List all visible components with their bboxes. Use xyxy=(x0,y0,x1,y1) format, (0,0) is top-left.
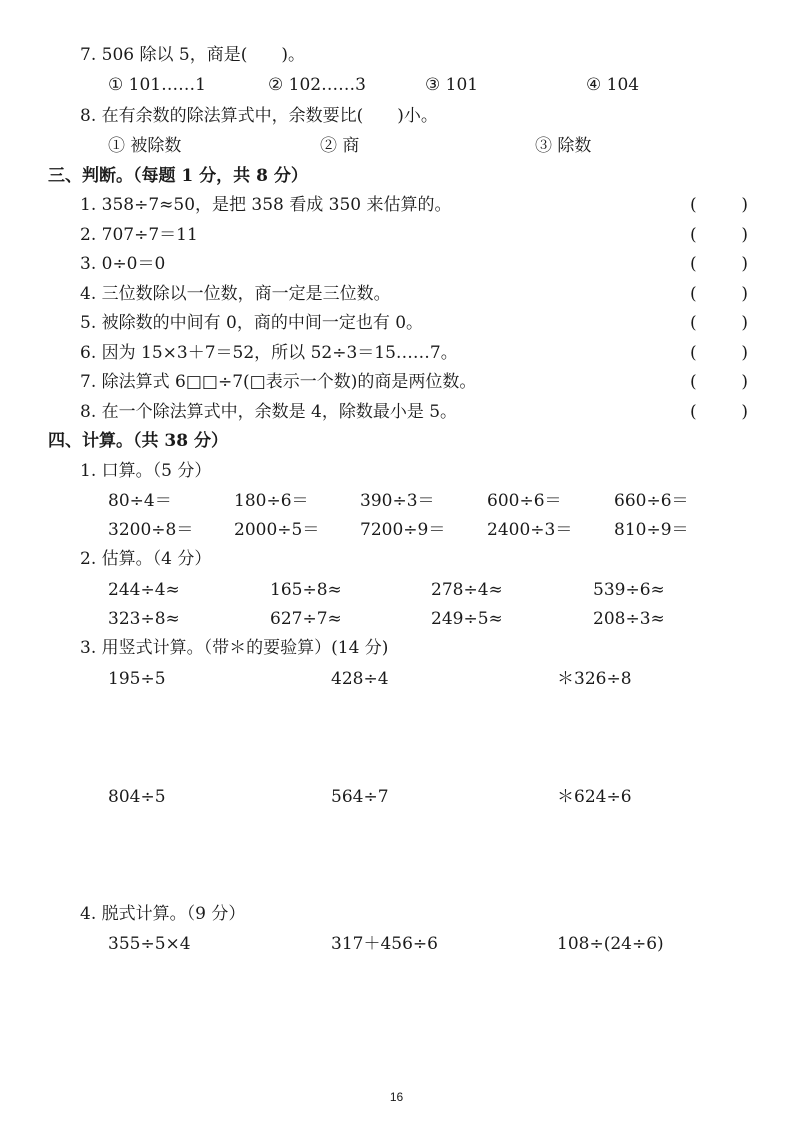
judge-item: 8. 在一个除法算式中，余数是 4，除数最小是 5。 xyxy=(80,402,458,422)
estimate-problem: 208÷3≈ xyxy=(593,609,665,629)
estimate-problem: 278÷4≈ xyxy=(431,580,503,600)
oral-problem: 390÷3＝ xyxy=(360,491,435,511)
vertical-problem: 564÷7 xyxy=(331,787,389,807)
judge-item: 1. 358÷7≈50，是把 358 看成 350 来估算的。 xyxy=(80,195,452,215)
mc-option: ① 被除数 xyxy=(108,136,182,156)
oral-problem: 3200÷8＝ xyxy=(108,520,194,540)
mc-option: ① 101……1 xyxy=(108,75,206,95)
estimate-problem: 244÷4≈ xyxy=(108,580,180,600)
mc-option: ③ 101 xyxy=(425,75,479,95)
vertical-problem: ＊624÷6 xyxy=(557,787,632,807)
judge-item: 3. 0÷0＝0 xyxy=(80,254,166,274)
judge-item: 4. 三位数除以一位数，商一定是三位数。 xyxy=(80,284,391,304)
oral-problem: 80÷4＝ xyxy=(108,491,172,511)
section-title-calc: 四、计算。（共 38 分） xyxy=(48,431,228,451)
oral-problem: 2000÷5＝ xyxy=(234,520,320,540)
subsection-title-estimate: 2. 估算。（4 分） xyxy=(80,549,212,569)
vertical-problem: 428÷4 xyxy=(331,669,389,689)
estimate-problem: 627÷7≈ xyxy=(270,609,342,629)
vertical-problem: 804÷5 xyxy=(108,787,166,807)
oral-problem: 2400÷3＝ xyxy=(487,520,573,540)
oral-problem: 7200÷9＝ xyxy=(360,520,446,540)
stepwise-problem: 355÷5×4 xyxy=(108,934,191,954)
mc-question-8: 8. 在有余数的除法算式中，余数要比( )小。 xyxy=(80,106,438,126)
oral-problem: 810÷9＝ xyxy=(614,520,689,540)
mc-option: ③ 除数 xyxy=(535,136,592,156)
subsection-title-stepwise: 4. 脱式计算。（9 分） xyxy=(80,904,246,924)
section-title-judge: 三、判断。（每题 1 分，共 8 分） xyxy=(48,166,308,186)
stepwise-problem: 108÷(24÷6) xyxy=(557,934,664,954)
mc-option: ② 102……3 xyxy=(268,75,366,95)
page-number: 16 xyxy=(389,1090,404,1104)
subsection-title-vertical: 3. 用竖式计算。（带＊的要验算）(14 分) xyxy=(80,638,389,658)
estimate-problem: 539÷6≈ xyxy=(593,580,665,600)
oral-problem: 180÷6＝ xyxy=(234,491,309,511)
estimate-problem: 249÷5≈ xyxy=(431,609,503,629)
oral-problem: 600÷6＝ xyxy=(487,491,562,511)
judge-item: 2. 707÷7＝11 xyxy=(80,225,198,245)
judge-item: 6. 因为 15×3＋7＝52，所以 52÷3＝15……7。 xyxy=(80,343,458,363)
vertical-problem: 195÷5 xyxy=(108,669,166,689)
oral-problem: 660÷6＝ xyxy=(614,491,689,511)
mc-option: ② 商 xyxy=(320,136,360,156)
mc-option: ④ 104 xyxy=(586,75,640,95)
estimate-problem: 323÷8≈ xyxy=(108,609,180,629)
judge-item: 7. 除法算式 6□□÷7(□表示一个数)的商是两位数。 xyxy=(80,372,477,392)
estimate-problem: 165÷8≈ xyxy=(270,580,342,600)
stepwise-problem: 317＋456÷6 xyxy=(331,934,438,954)
judge-item: 5. 被除数的中间有 0，商的中间一定也有 0。 xyxy=(80,313,424,333)
subsection-title-oral: 1. 口算。（5 分） xyxy=(80,461,212,481)
mc-question-7: 7. 506 除以 5，商是( )。 xyxy=(80,45,305,65)
vertical-problem: ＊326÷8 xyxy=(557,669,632,689)
